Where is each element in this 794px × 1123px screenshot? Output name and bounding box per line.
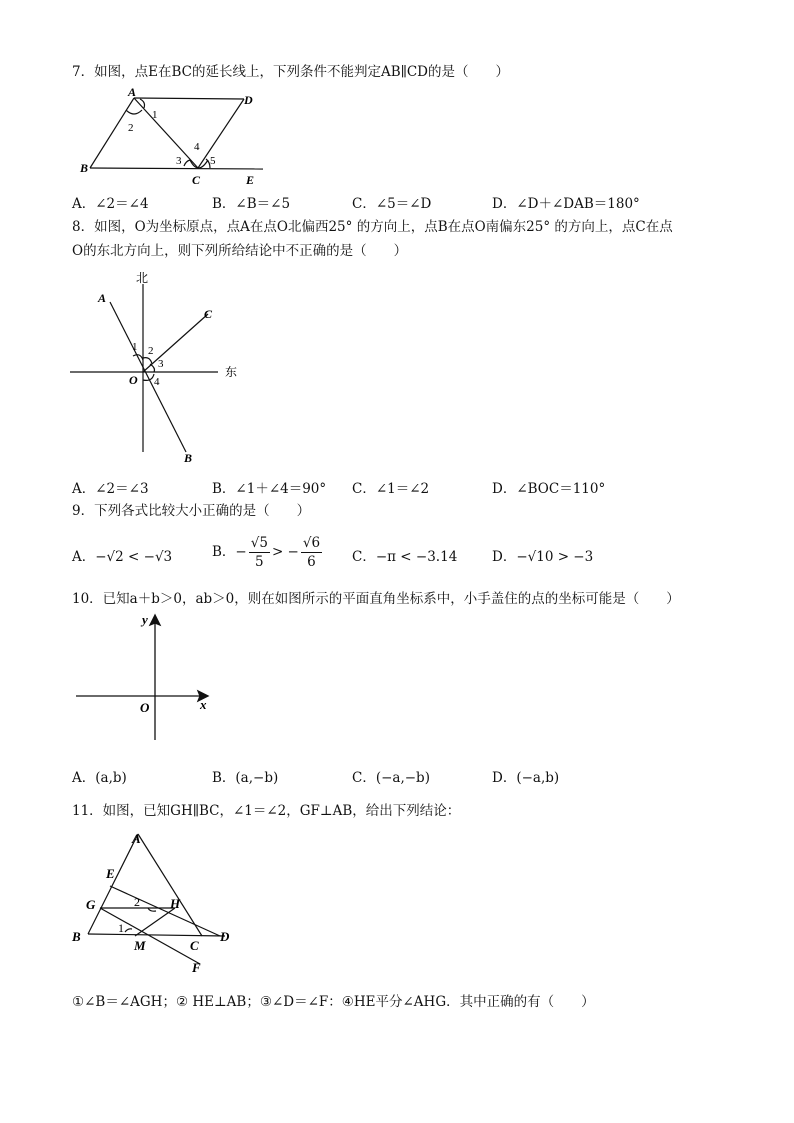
q11-label-1: 1 bbox=[118, 921, 124, 935]
q9-option-b-numerator-1: √5 bbox=[250, 535, 268, 551]
q7-figure bbox=[78, 88, 268, 188]
q7-option-a: A．∠2＝∠4 bbox=[72, 196, 149, 212]
q8-label-A: A bbox=[98, 291, 107, 305]
q8-label-C: C bbox=[204, 307, 213, 321]
q9-stem: 9．下列各式比较大小正确的是（ ） bbox=[72, 503, 311, 519]
q7-option-c: C．∠5＝∠D bbox=[352, 196, 432, 212]
q10-label-O: O bbox=[140, 700, 150, 715]
q7-option-d: D．∠D＋∠DAB＝180° bbox=[492, 196, 640, 212]
q8-option-a: A．∠2＝∠3 bbox=[72, 481, 149, 497]
q10-label-y: y bbox=[142, 612, 148, 627]
q7-label-D: D bbox=[244, 93, 253, 107]
q11-label-2: 2 bbox=[134, 895, 140, 909]
q7-label-C: C bbox=[192, 173, 201, 187]
q9-option-a: A．−√2 < −√3 bbox=[72, 549, 173, 565]
q8-label-north: 北 bbox=[136, 271, 149, 285]
q11-conclusions: ①∠B＝∠AGH；② HE⊥AB；③∠D＝∠F：④HE平分∠AHG．其中正确的有（ ） bbox=[72, 994, 595, 1010]
q8-label-3: 3 bbox=[158, 358, 164, 370]
q7-label-3: 3 bbox=[176, 155, 182, 167]
q11-label-C: C bbox=[190, 938, 199, 953]
q11-label-G: G bbox=[86, 897, 96, 912]
q8-option-d: D．∠BOC＝110° bbox=[492, 481, 606, 497]
q7-stem: 7．如图，点E在BC的延长线上，下列条件不能判定AB∥CD的是（ ） bbox=[72, 64, 510, 80]
q7-label-1: 1 bbox=[152, 109, 158, 121]
q8-option-c: C．∠1＝∠2 bbox=[352, 481, 430, 497]
q8-stem-line1: 8．如图，O为坐标原点，点A在点O北偏西25° 的方向上，点B在点O南偏东25° 的方向上，点C在点 bbox=[72, 219, 673, 235]
q8-label-2: 2 bbox=[148, 345, 154, 357]
q11-label-A: A bbox=[132, 831, 141, 846]
q11-label-D: D bbox=[220, 929, 230, 944]
q9-option-b-fraction-2 bbox=[301, 534, 322, 571]
q7-label-5: 5 bbox=[210, 155, 216, 167]
q7-label-A: A bbox=[128, 88, 137, 99]
q9-option-b-denominator-2: 6 bbox=[307, 554, 316, 570]
q8-figure bbox=[68, 270, 248, 465]
q9-option-b-compare: > − bbox=[271, 544, 299, 560]
q10-option-c: C．(−a,−b) bbox=[352, 770, 430, 786]
q11-label-B: B bbox=[72, 929, 81, 944]
q10-option-b: B．(a,−b) bbox=[212, 770, 279, 786]
q9-option-b-numerator-2: √6 bbox=[302, 535, 321, 551]
q7-label-4: 4 bbox=[194, 141, 200, 153]
q11-stem: 11．如图，已知GH∥BC，∠1＝∠2，GF⊥AB，给出下列结论： bbox=[72, 803, 461, 819]
q11-label-M: M bbox=[134, 938, 146, 953]
q11-figure bbox=[70, 826, 245, 978]
q8-label-4: 4 bbox=[154, 376, 160, 388]
q9-option-b-prefix: B．− bbox=[212, 544, 247, 560]
q9-option-b bbox=[212, 534, 324, 571]
q8-option-b: B．∠1＋∠4＝90° bbox=[212, 481, 327, 497]
q10-option-d: D．(−a,b) bbox=[492, 770, 560, 786]
q9-option-b-fraction-1 bbox=[249, 534, 270, 571]
q9-option-d: D．−√10 > −3 bbox=[492, 549, 594, 565]
q10-label-x: x bbox=[200, 697, 207, 712]
q7-label-B: B bbox=[80, 161, 89, 175]
q8-label-east: 东 bbox=[225, 365, 238, 379]
q7-option-b: B．∠B＝∠5 bbox=[212, 196, 291, 212]
q7-label-2: 2 bbox=[128, 122, 134, 134]
q11-label-H: H bbox=[170, 896, 181, 911]
q11-label-F: F bbox=[192, 960, 201, 975]
q8-label-B: B bbox=[184, 451, 193, 465]
q8-label-1: 1 bbox=[132, 341, 138, 353]
q9-option-b-denominator-1: 5 bbox=[255, 554, 264, 570]
q10-option-a: A．(a,b) bbox=[72, 770, 127, 786]
q8-label-O: O bbox=[129, 373, 138, 387]
q10-figure bbox=[72, 610, 222, 745]
q8-stem-line2: O的东北方向上，则下列所给结论中不正确的是（ ） bbox=[72, 243, 408, 259]
q7-label-E: E bbox=[246, 173, 255, 187]
q10-stem: 10．已知a＋b＞0，ab＞0，则在如图所示的平面直角坐标系中，小手盖住的点的坐标可能是（ ） bbox=[72, 591, 680, 607]
q9-option-c: C．−π < −3.14 bbox=[352, 549, 458, 565]
q11-label-E: E bbox=[106, 866, 115, 881]
